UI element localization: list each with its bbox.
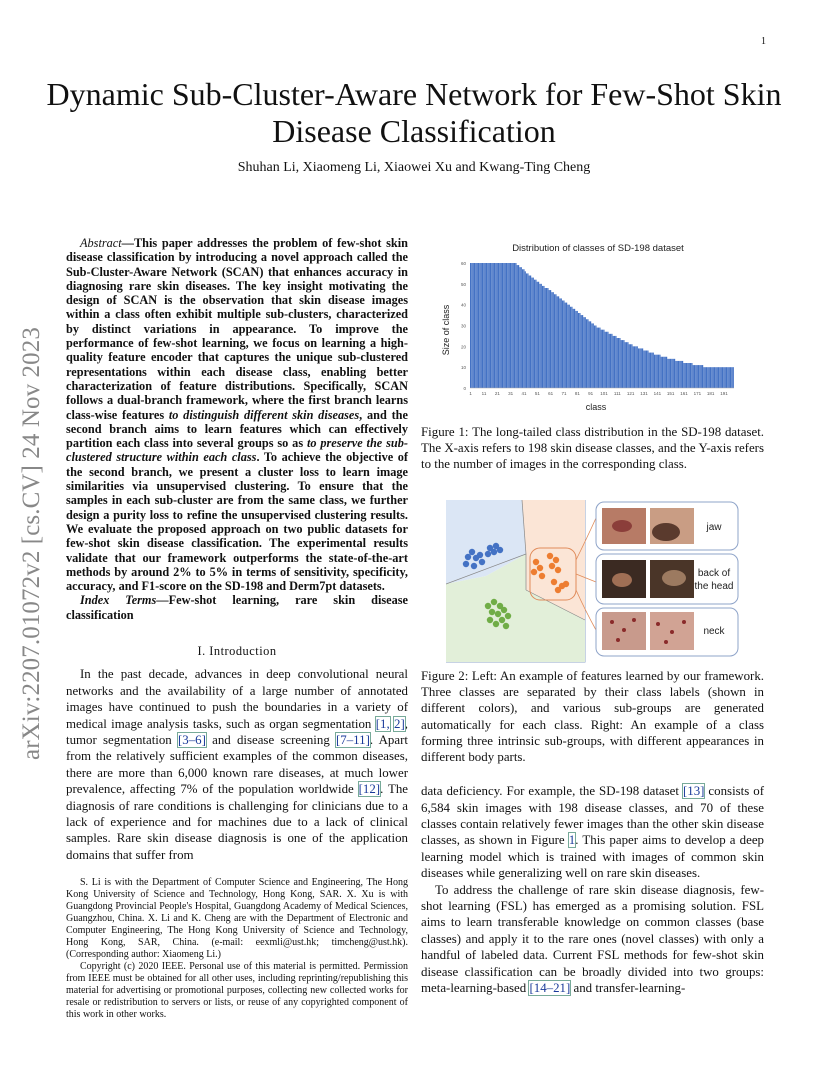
bar xyxy=(563,301,564,389)
bar xyxy=(605,332,606,388)
bar xyxy=(515,263,516,388)
bar xyxy=(550,290,551,388)
image-group-jaw xyxy=(596,502,738,550)
bar xyxy=(726,367,727,388)
bar xyxy=(505,263,506,388)
abstract-label: Abstract xyxy=(80,236,122,250)
authors: Shuhan Li, Xiaomeng Li, Xiaowei Xu and Kwang-Ting Cheng xyxy=(237,160,591,175)
x-tick-label: 71 xyxy=(561,391,567,396)
bar xyxy=(626,342,627,388)
bar xyxy=(503,263,504,388)
bar xyxy=(666,357,667,388)
arxiv-stamp xyxy=(12,260,52,760)
abstract-text-3: . To achieve the objective of the second branch, we present a cluster loss to learn image similarities via unsupervised clustering. To ensure that the samples in each sub-cluster are from the same class, we further design a purity loss to refine the unsupervised clustering results. We evaluate the proposed approach on two public datasets for few-shot skin disease classification. The experimental results validate that our framework outperforms the state-of-the-art methods by around 2% to 5% in terms of sensitivity, specificity, accuracy, and F1-score on the SD-198 and Derm7pt datasets. xyxy=(66,450,408,594)
bar xyxy=(509,263,510,388)
body-text: consists of 6,584 skin images with 198 disease classes, and 70 of these classes contain relatively fewer images than the other skin disease classes, as shown in Figure xyxy=(421,784,764,848)
bar xyxy=(622,340,623,388)
citation-link[interactable]: [14–21] xyxy=(529,981,571,996)
bar xyxy=(585,317,586,388)
bar xyxy=(643,351,644,389)
bar xyxy=(638,348,639,388)
figure-2-illustration xyxy=(446,500,742,664)
bar xyxy=(611,334,612,388)
bar xyxy=(691,363,692,388)
bar xyxy=(617,338,618,388)
bar xyxy=(533,278,534,388)
bar xyxy=(513,263,514,388)
bar xyxy=(610,334,611,388)
x-tick-label: 21 xyxy=(494,391,500,396)
abstract-text-1: —This paper addresses the problem of few-shot skin disease classification by introducing a novel approach called the Sub-Cluster-Aware Network (SCAN) that enhances accuracy in diagnosing rare skin diseases. The key insight motivating the design of SCAN is the observation that skin disease images within a class often exhibit multiple sub-clusters, characterized by distinct variations in appearance. To improve the performance of few-shot learning, we focus on learning a high-quality feature encoder that captures the unique sub-clustered representations within each disease class, enabling better characterization of feature distributions. Specifically, SCAN follows a dual-branch framework, where the first branch learns class-wise features xyxy=(66,236,408,422)
bar xyxy=(546,288,547,388)
y-tick-label: 60 xyxy=(460,261,466,266)
bar xyxy=(733,367,734,388)
bar xyxy=(706,367,707,388)
bar xyxy=(670,359,671,388)
bar xyxy=(682,361,683,388)
bar xyxy=(477,263,478,388)
intro-text: and disease screening xyxy=(205,732,336,747)
bar xyxy=(683,363,684,388)
right-paragraph-1 xyxy=(421,783,764,881)
bar xyxy=(517,265,518,388)
image-group-back-of-head xyxy=(596,554,738,604)
bar xyxy=(614,336,615,388)
bar xyxy=(495,263,496,388)
intro-text: In the past decade, advances in deep convolutional neural networks and the availability of a large number of annotated images have continued to push the boundaries in a variety of medical image analysis tasks, such as organ segmentation xyxy=(66,667,408,731)
bar xyxy=(529,276,530,389)
bar xyxy=(679,361,680,388)
body-text: To address the challenge of rare skin disease diagnosis, few-shot learning (FSL) has emerged as a promising solution. FSL aims to learn transferable knowledge on common classes (base classes) and apply it to the rare ones (novel classes) with only a handful of labeled data. Current FSL methods for few-shot skin disease classification can be broadly divided into two groups: meta-learning-based xyxy=(421,882,764,996)
bar xyxy=(547,288,548,388)
x-tick-label: 181 xyxy=(706,391,715,396)
figure-1-caption-wrap xyxy=(421,424,764,473)
bar xyxy=(718,367,719,388)
bar xyxy=(647,351,648,389)
bar xyxy=(690,363,691,388)
index-terms-label: Index Terms xyxy=(80,593,157,608)
bar xyxy=(673,359,674,388)
bar xyxy=(699,365,700,388)
x-tick-label: 171 xyxy=(693,391,702,396)
bar xyxy=(597,328,598,388)
bar xyxy=(557,296,558,388)
bar xyxy=(583,317,584,388)
bar xyxy=(589,321,590,388)
bar xyxy=(609,334,610,388)
bar xyxy=(518,265,519,388)
bar xyxy=(702,365,703,388)
citation-link[interactable]: [12] xyxy=(358,782,381,797)
section-heading: I. Introduction xyxy=(197,644,277,659)
bar xyxy=(693,365,694,388)
bar xyxy=(485,263,486,388)
bar xyxy=(582,315,583,388)
bar xyxy=(523,269,524,388)
bar xyxy=(530,276,531,389)
bar xyxy=(574,309,575,388)
bar xyxy=(727,367,728,388)
bar xyxy=(618,338,619,388)
bar xyxy=(537,282,538,388)
bar xyxy=(729,367,730,388)
x-tick-label: 61 xyxy=(548,391,554,396)
label-back-of-head-2: the head xyxy=(694,581,734,592)
bar xyxy=(527,273,528,388)
bar xyxy=(595,326,596,389)
x-tick-label: 191 xyxy=(720,391,728,396)
bar xyxy=(689,363,690,388)
bar xyxy=(621,340,622,388)
x-tick-label: 31 xyxy=(508,391,514,396)
bar xyxy=(474,263,475,388)
bar xyxy=(493,263,494,388)
x-tick-label: 101 xyxy=(600,391,608,396)
bar xyxy=(606,332,607,388)
bar xyxy=(710,367,711,388)
label-back-of-head: back of xyxy=(697,568,731,579)
bar xyxy=(677,361,678,388)
y-axis-label: Size of class xyxy=(441,304,451,356)
bar xyxy=(671,359,672,388)
bar xyxy=(567,305,568,388)
bar xyxy=(719,367,720,388)
bar xyxy=(525,271,526,388)
bar xyxy=(497,263,498,388)
bar xyxy=(717,367,718,388)
bar xyxy=(559,298,560,388)
bar xyxy=(555,294,556,388)
bar xyxy=(635,346,636,388)
bar xyxy=(575,311,576,388)
intro-text: . Apart from the relatively sufficient examples of the common diseases, there are more than 6,000 known rare diseases, at much lower prevalence, affecting 7% of the population worldwide xyxy=(66,732,408,797)
bar xyxy=(674,359,675,388)
bar xyxy=(590,321,591,388)
bar xyxy=(641,348,642,388)
bar xyxy=(543,286,544,388)
bar xyxy=(473,263,474,388)
abstract-text-2: , and the second branch aims to learn features which can effectively partition each class into several groups so as xyxy=(66,407,408,451)
bar xyxy=(479,263,480,388)
y-tick-label: 50 xyxy=(460,281,466,287)
bar xyxy=(514,263,515,388)
bar xyxy=(603,330,604,388)
bar xyxy=(725,367,726,388)
bar xyxy=(506,263,507,388)
bar xyxy=(519,267,520,388)
x-tick-label: 151 xyxy=(666,391,675,396)
bar xyxy=(653,353,654,388)
bar xyxy=(591,323,592,388)
bar xyxy=(659,355,660,388)
citation-link[interactable]: [1, xyxy=(375,716,390,731)
figure-1-caption: Figure 1: The long-tailed class distribution in the SD-198 dataset. The X-axis refers to 198 skin disease classes, and the Y-axis refers to the number of images in the corresponding class. xyxy=(421,425,764,472)
x-axis-label: class xyxy=(585,402,607,412)
bar xyxy=(631,344,632,388)
bar xyxy=(731,367,732,388)
x-tick-label: 141 xyxy=(653,391,662,396)
bar xyxy=(701,365,702,388)
bar xyxy=(475,263,476,388)
bar xyxy=(490,263,491,388)
bar xyxy=(502,263,503,388)
bar xyxy=(549,290,550,388)
bar xyxy=(655,355,656,388)
bar xyxy=(478,263,479,388)
label-jaw: jaw xyxy=(706,522,722,533)
bar xyxy=(521,267,522,388)
bar xyxy=(686,363,687,388)
bar xyxy=(703,367,704,388)
bar xyxy=(531,278,532,388)
bar xyxy=(565,303,566,388)
bar xyxy=(538,282,539,388)
x-tick-label: 91 xyxy=(588,391,594,396)
bar xyxy=(698,365,699,388)
paper-title: Dynamic Sub-Cluster-Aware Network for Few-Shot Skin Disease Classification xyxy=(46,76,782,149)
bar xyxy=(714,367,715,388)
y-tick-label: 0 xyxy=(463,386,466,391)
bar xyxy=(526,273,527,388)
bar xyxy=(494,263,495,388)
bar xyxy=(697,365,698,388)
bar xyxy=(625,342,626,388)
x-tick-label: 1 xyxy=(469,391,472,396)
page-number: 1 xyxy=(761,36,766,47)
bar xyxy=(482,263,483,388)
bar xyxy=(470,263,471,388)
bar xyxy=(633,346,634,388)
bar xyxy=(598,328,599,388)
intro-text: , tumor segmentation xyxy=(66,716,408,747)
y-tick-label: 30 xyxy=(460,323,466,329)
x-tick-label: 161 xyxy=(680,391,688,396)
bar xyxy=(579,313,580,388)
bar xyxy=(665,357,666,388)
bar xyxy=(491,263,492,388)
y-tick-label: 10 xyxy=(460,365,466,371)
bar xyxy=(601,330,602,388)
figure-link[interactable]: 1 xyxy=(568,833,576,848)
bar xyxy=(709,367,710,388)
bar xyxy=(561,298,562,388)
bar xyxy=(650,353,651,388)
bar xyxy=(507,263,508,388)
bar xyxy=(486,263,487,388)
bar xyxy=(541,284,542,388)
figure-1-chart xyxy=(436,238,746,418)
abstract-em-2: to preserve the sub-clustered structure within each class xyxy=(66,436,408,465)
bar xyxy=(594,326,595,389)
bar xyxy=(711,367,712,388)
left-column xyxy=(66,236,408,1021)
bar xyxy=(581,315,582,388)
bar xyxy=(593,323,594,388)
bar xyxy=(554,294,555,388)
bar xyxy=(658,355,659,388)
bar xyxy=(707,367,708,388)
bar xyxy=(615,336,616,388)
footnote-copyright: Copyright (c) 2020 IEEE. Personal use of this material is permitted. Permission from IEEE must be obtained for all other uses, including reprinting/republishing this material for advertising or promotional purposes, collecting new collected works for resale or redistribution to servers or lists, or reuse of any copyrighted component of this work in other works. xyxy=(66,961,408,1021)
bar xyxy=(553,292,554,388)
bar xyxy=(657,355,658,388)
index-terms-text: —Few-shot learning, rare skin disease classification xyxy=(66,593,408,622)
bar xyxy=(662,357,663,388)
bar xyxy=(645,351,646,389)
citation-link[interactable]: 2] xyxy=(394,716,405,731)
x-tick-label: 121 xyxy=(626,391,635,396)
x-tick-label: 51 xyxy=(534,391,540,396)
bar xyxy=(542,286,543,388)
bar xyxy=(649,353,650,388)
bar xyxy=(637,346,638,388)
bar xyxy=(705,367,706,388)
bar xyxy=(681,361,682,388)
bar xyxy=(602,330,603,388)
footnote-affiliation: S. Li is with the Department of Computer Science and Engineering, The Hong Kong University of Science and Technology, Hong Kong, SAR. X. Xu is with Guangdong Provincial People's Hospital, Guangdong Academy of Medical Sciences, Guangzhou, China. X. Li and K. Cheng are with the Department of Electronic and Computer Engineering, The Hong Kong University of Science and Technology, Hong Kong, SAR, China. (e-mail: eexmli@ust.hk; timcheng@ust.hk). (Corresponding author: Xiaomeng Li.) xyxy=(66,877,408,961)
bar xyxy=(678,361,679,388)
bar xyxy=(535,280,536,388)
bar xyxy=(723,367,724,388)
bar xyxy=(471,263,472,388)
bar xyxy=(570,307,571,388)
x-tick-label: 131 xyxy=(640,391,648,396)
bar xyxy=(510,263,511,388)
bar xyxy=(642,348,643,388)
bar xyxy=(687,363,688,388)
abstract-em-1: to distinguish different skin diseases xyxy=(168,407,360,422)
figure-2-caption: Figure 2: Left: An example of features learned by our framework. Three classes are separated by their class labels (shown in different colors), and various sub-groups are generated automatically for each class. Right: An example of a class forming three intrinsic sub-groups, with different appearances in different body parts. xyxy=(421,669,764,765)
bar xyxy=(646,351,647,389)
bar xyxy=(661,357,662,388)
intro-text: . The diagnosis of rare conditions is challenging for clinicians due to a lack of experience and for machines due to a lack of clinical samples. Rare skin disease diagnosis is one of the application domains that suffer from xyxy=(66,782,408,862)
bar xyxy=(715,367,716,388)
bar xyxy=(545,288,546,388)
body-text: and transfer-learning- xyxy=(570,981,686,996)
bar xyxy=(685,363,686,388)
bar xyxy=(577,311,578,388)
right-paragraph-2 xyxy=(421,882,764,997)
bar xyxy=(522,269,523,388)
right-column xyxy=(421,668,764,997)
bar xyxy=(599,328,600,388)
label-neck: neck xyxy=(703,626,725,637)
bar xyxy=(499,263,500,388)
y-tick-label: 40 xyxy=(460,302,466,308)
citation-link[interactable]: [7–11] xyxy=(336,732,370,747)
body-text: data deficiency. For example, the SD-198 dataset xyxy=(421,784,683,799)
bar xyxy=(667,359,668,388)
bar xyxy=(562,301,563,389)
bar xyxy=(481,263,482,388)
bar xyxy=(675,361,676,388)
bar xyxy=(613,336,614,388)
arxiv-id: arXiv:2207.01072v2 [cs.CV] 24 Nov 2023 xyxy=(18,327,45,760)
bar xyxy=(722,367,723,388)
x-tick-label: 81 xyxy=(574,391,580,396)
bar xyxy=(586,319,587,388)
bar xyxy=(695,365,696,388)
x-tick-label: 41 xyxy=(521,391,527,396)
x-tick-label: 111 xyxy=(613,391,621,396)
abstract xyxy=(66,236,408,593)
bar xyxy=(713,367,714,388)
bar xyxy=(654,355,655,388)
bar xyxy=(630,344,631,388)
bar xyxy=(651,353,652,388)
bar xyxy=(534,280,535,388)
bar xyxy=(619,338,620,388)
bar xyxy=(511,263,512,388)
bar xyxy=(483,263,484,388)
bar xyxy=(539,284,540,388)
citation-link[interactable]: [3–6] xyxy=(177,732,206,747)
bar xyxy=(487,263,488,388)
bar xyxy=(623,340,624,388)
bar xyxy=(634,346,635,388)
bar xyxy=(573,309,574,388)
bar xyxy=(721,367,722,388)
bar xyxy=(694,365,695,388)
bar xyxy=(501,263,502,388)
bar xyxy=(498,263,499,388)
bar xyxy=(587,319,588,388)
bar xyxy=(571,307,572,388)
bar xyxy=(627,342,628,388)
bar xyxy=(569,305,570,388)
x-tick-label: 11 xyxy=(481,391,487,396)
intro-paragraph xyxy=(66,666,408,863)
bar xyxy=(566,303,567,388)
bar xyxy=(629,344,630,388)
image-group-neck xyxy=(596,608,738,656)
bar xyxy=(489,263,490,388)
bar xyxy=(607,332,608,388)
bar xyxy=(663,357,664,388)
bar xyxy=(669,359,670,388)
bar xyxy=(578,313,579,388)
bar xyxy=(730,367,731,388)
index-terms xyxy=(66,593,408,622)
body-text: . This paper aims to develop a deep learning model which is trained with images of common skin diseases while generalizing well on rare skin diseases. xyxy=(421,833,764,881)
y-tick-label: 20 xyxy=(460,344,466,350)
bar xyxy=(639,348,640,388)
bar xyxy=(551,292,552,388)
bar xyxy=(558,296,559,388)
chart-title: Distribution of classes of SD-198 dataset xyxy=(512,243,684,254)
citation-link[interactable]: [13] xyxy=(682,784,705,799)
